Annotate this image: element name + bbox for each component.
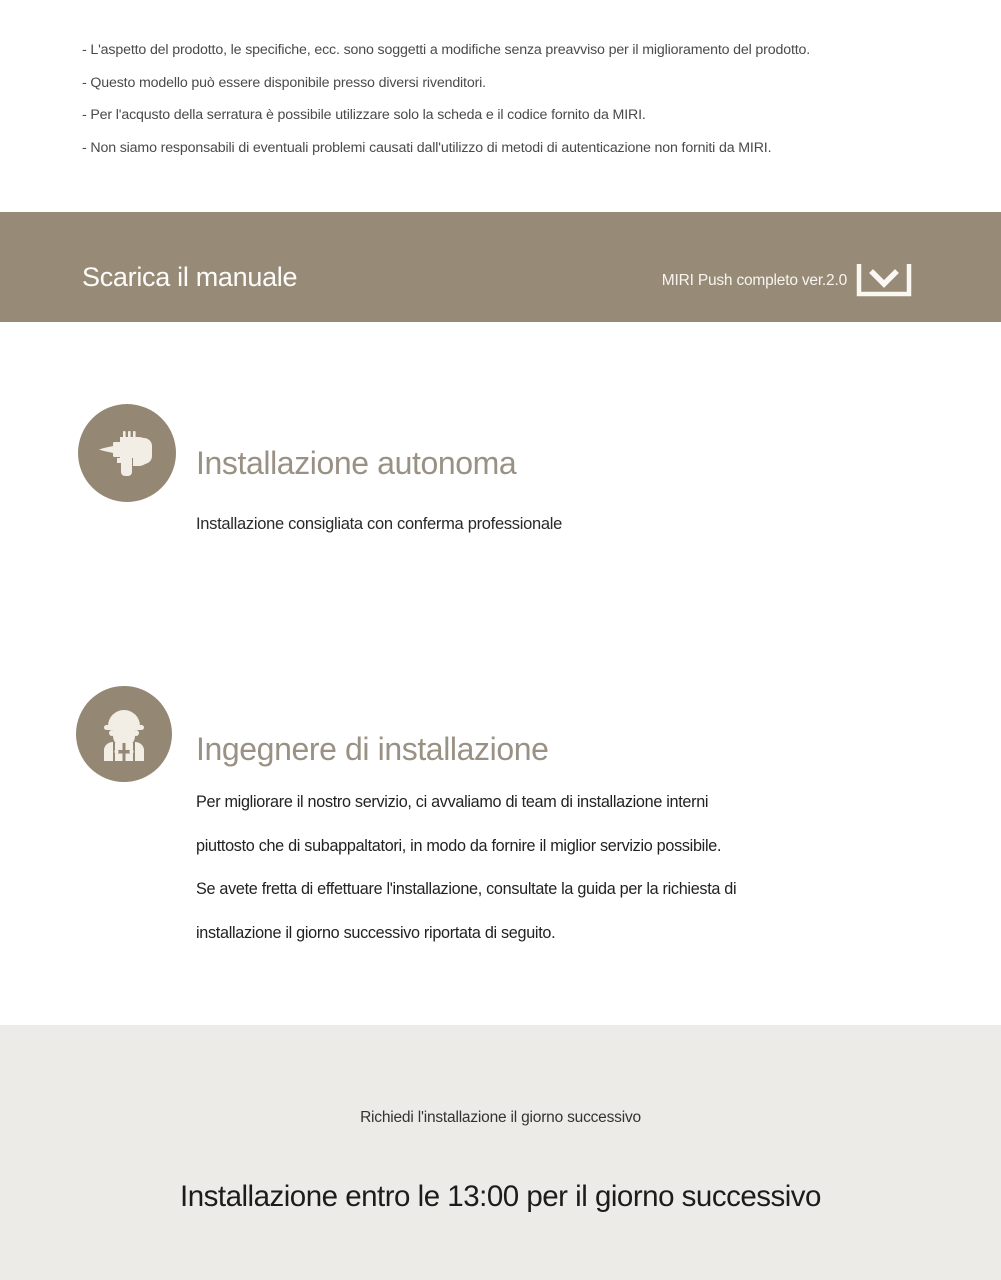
download-manual-button[interactable] bbox=[662, 264, 913, 298]
installation-engineer-heading: Ingegnere di installazione bbox=[196, 731, 549, 767]
next-day-headline: Installazione entro le 13:00 per il giorno successivo bbox=[180, 1180, 821, 1213]
download-banner-title: Scarica il manuale bbox=[82, 262, 298, 292]
download-tray-icon[interactable] bbox=[855, 264, 913, 298]
product-notices-list bbox=[82, 34, 942, 164]
next-day-installation-section bbox=[0, 1025, 1001, 1280]
installation-engineer-body bbox=[196, 686, 896, 955]
download-manual-banner bbox=[0, 212, 1001, 322]
installation-self-heading: Installazione autonoma bbox=[196, 445, 517, 481]
download-file-label: MIRI Push completo ver.2.0 bbox=[661, 272, 847, 289]
paragraph-line: installazione il giorno successivo riportata di seguito. bbox=[196, 923, 556, 942]
paragraph-line: piuttosto che di subappaltatori, in modo da fornire il miglior servizio possibile. bbox=[196, 836, 722, 855]
construction-worker-icon bbox=[94, 703, 154, 766]
notice-line: - L'aspetto del prodotto, le specifiche, ecc. sono soggetti a modifiche senza preavviso per il miglioramento del prodotto. bbox=[82, 42, 811, 58]
notice-line: - Per l'acqusto della serratura è possibile utilizzare solo la scheda e il codice fornito da MIRI. bbox=[82, 107, 646, 123]
notice-line: - Non siamo responsabili di eventuali problemi causati dall'utilizzo di metodi di autenticazione non forniti da MIRI. bbox=[82, 139, 772, 156]
paragraph-line: Se avete fretta di effettuare l'installazione, consultate la guida per la richiesta di bbox=[196, 880, 737, 899]
drill-icon-circle bbox=[78, 404, 176, 502]
installation-self-body bbox=[196, 404, 896, 534]
installation-engineer-paragraph bbox=[196, 781, 896, 955]
worker-icon-circle bbox=[76, 686, 172, 782]
drill-icon bbox=[96, 426, 158, 481]
next-day-kicker: Richiedi l'installazione il giorno successivo bbox=[360, 1109, 641, 1126]
paragraph-line: Per migliorare il nostro servizio, ci avvaliamo di team di installazione interni bbox=[196, 793, 709, 812]
notice-line: - Questo modello può essere disponibile presso diversi rivenditori. bbox=[82, 74, 486, 91]
installation-self-subtitle: Installazione consigliata con conferma professionale bbox=[196, 515, 562, 534]
